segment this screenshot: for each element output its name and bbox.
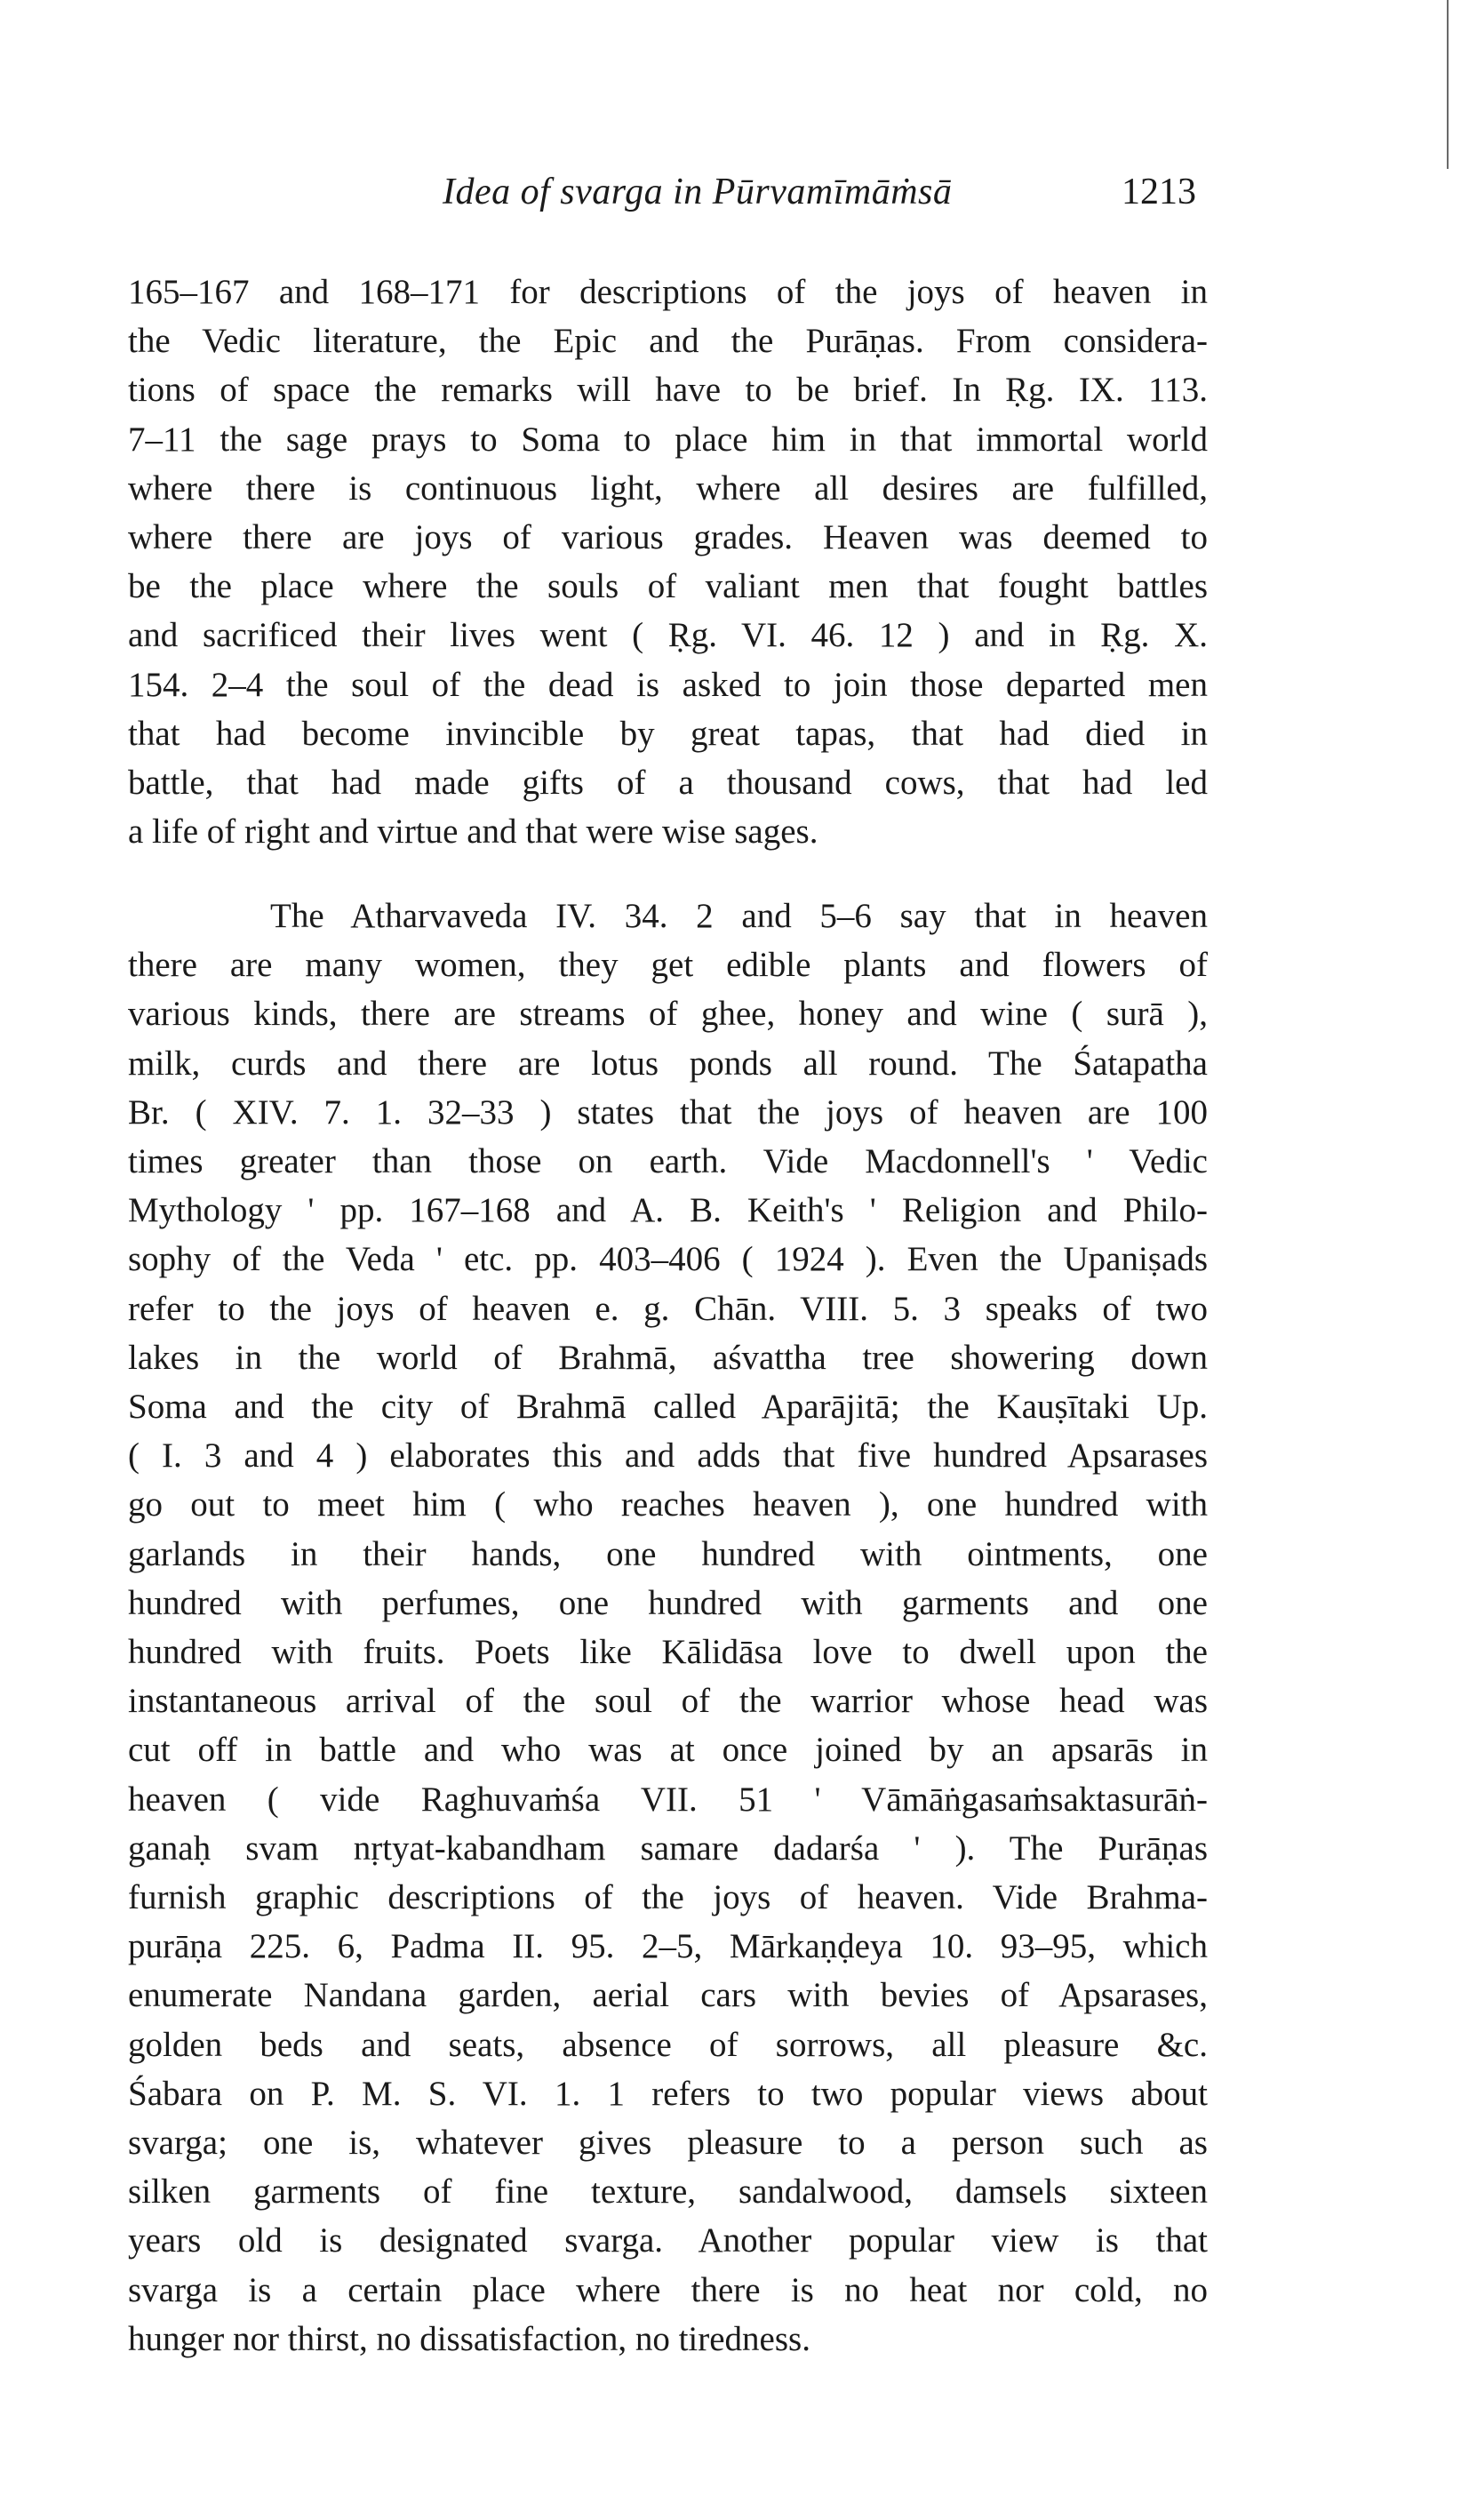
text-line: go out to meet him ( who reaches heaven ), one hundred with xyxy=(128,1485,1208,1524)
text-line: enumerate Nandana garden, aerial cars with bevies of Apsarases, xyxy=(128,1976,1208,2015)
text-line: 154. 2–4 the soul of the dead is asked to join those departed men xyxy=(128,665,1208,704)
text-line: svarga; one is, whatever gives pleasure to a person such as xyxy=(128,2124,1208,2163)
text-line: tions of space the remarks will have to be brief. In Ṛg. IX. 113. xyxy=(128,371,1208,410)
paragraph-1 xyxy=(128,268,1208,856)
text-line: sophy of the Veda ' etc. pp. 403–406 ( 1924 ). Even the Upaniṣads xyxy=(128,1240,1208,1279)
text-line: Soma and the city of Brahmā called Aparājitā; the Kauṣītaki Up. xyxy=(128,1388,1208,1427)
text-line: be the place where the souls of valiant men that fought battles xyxy=(128,567,1208,606)
text-line: a life of right and virtue and that were wise sages. xyxy=(128,812,818,852)
text-line: furnish graphic descriptions of the joys of heaven. Vide Brahma- xyxy=(128,1878,1208,1917)
page-header xyxy=(0,171,1469,233)
text-line: where there is continuous light, where all desires are fulfilled, xyxy=(128,468,1208,508)
text-line: 7–11 the sage prays to Soma to place him in that immortal world xyxy=(128,420,1208,459)
text-line: golden beds and seats, absence of sorrows, all pleasure &c. xyxy=(128,2025,1208,2064)
text-line: hundred with perfumes, one hundred with garments and one xyxy=(128,1583,1208,1622)
text-line: hunger nor thirst, no dissatisfaction, no tiredness. xyxy=(128,2319,810,2358)
text-line: cut off in battle and who was at once joined by an apsarās in xyxy=(128,1731,1208,1770)
text-line: purāṇa 225. 6, Padma II. 95. 2–5, Mārkaṇḍeya 10. 93–95, which xyxy=(128,1927,1208,1966)
text-line: heaven ( vide Raghuvaṁśa VII. 51 ' Vāmāṅgasaṁsaktasurāṅ- xyxy=(128,1780,1208,1819)
text-line: battle, that had made gifts of a thousand cows, that had led xyxy=(128,764,1208,803)
text-line: Br. ( XIV. 7. 1. 32–33 ) states that the joys of heaven are 100 xyxy=(128,1092,1208,1132)
running-title: Idea of svarga in Pūrvamīmāṁsā xyxy=(443,172,953,212)
text-line: ganaḥ svam nṛtyat-kabandham samare dadarśa ' ). The Purāṇas xyxy=(128,1828,1208,1868)
text-line: Śabara on P. M. S. VI. 1. 1 refers to two popular views about xyxy=(128,2074,1208,2113)
text-line: The Atharvaveda IV. 34. 2 and 5–6 say that in heaven xyxy=(270,897,1208,935)
text-line: and sacrificed their lives went ( Ṛg. VI. 46. 12 ) and in Ṛg. X. xyxy=(128,616,1208,655)
text-line: 165–167 and 168–171 for descriptions of the joys of heaven in xyxy=(128,273,1208,311)
text-line: ( I. 3 and 4 ) elaborates this and adds that five hundred Apsarases xyxy=(128,1436,1208,1476)
text-line: garlands in their hands, one hundred with ointments, one xyxy=(128,1534,1208,1573)
text-line: times greater than those on earth. Vide Macdonnell's ' Vedic xyxy=(128,1142,1208,1181)
text-line: there are many women, they get edible plants and flowers of xyxy=(128,946,1208,985)
paragraph-2 xyxy=(128,892,1208,2364)
text-line: silken garments of fine texture, sandalwood, damsels sixteen xyxy=(128,2172,1208,2212)
text-line: refer to the joys of heaven e. g. Chān. VIII. 5. 3 speaks of two xyxy=(128,1289,1208,1328)
text-line: milk, curds and there are lotus ponds all round. The Śatapatha xyxy=(128,1044,1208,1083)
text-line: hundred with fruits. Poets like Kālidāsa love to dwell upon the xyxy=(128,1633,1208,1672)
text-line: years old is designated svarga. Another popular view is that xyxy=(128,2221,1208,2260)
text-line: svarga is a certain place where there is no heat nor cold, no xyxy=(128,2270,1208,2309)
text-line: Mythology ' pp. 167–168 and A. B. Keith's ' Religion and Philo- xyxy=(128,1191,1208,1230)
text-line: lakes in the world of Brahmā, aśvattha tree showering down xyxy=(128,1338,1208,1377)
scan-edge-line xyxy=(1447,0,1449,169)
text-line: various kinds, there are streams of ghee, honey and wine ( surā ), xyxy=(128,995,1208,1034)
text-line: where there are joys of various grades. Heaven was deemed to xyxy=(128,518,1208,557)
page-number: 1213 xyxy=(1122,172,1196,212)
text-line: the Vedic literature, the Epic and the Purāṇas. From considera- xyxy=(128,322,1208,361)
text-line: that had become invincible by great tapas, that had died in xyxy=(128,714,1208,753)
text-line: instantaneous arrival of the soul of the warrior whose head was xyxy=(128,1682,1208,1721)
